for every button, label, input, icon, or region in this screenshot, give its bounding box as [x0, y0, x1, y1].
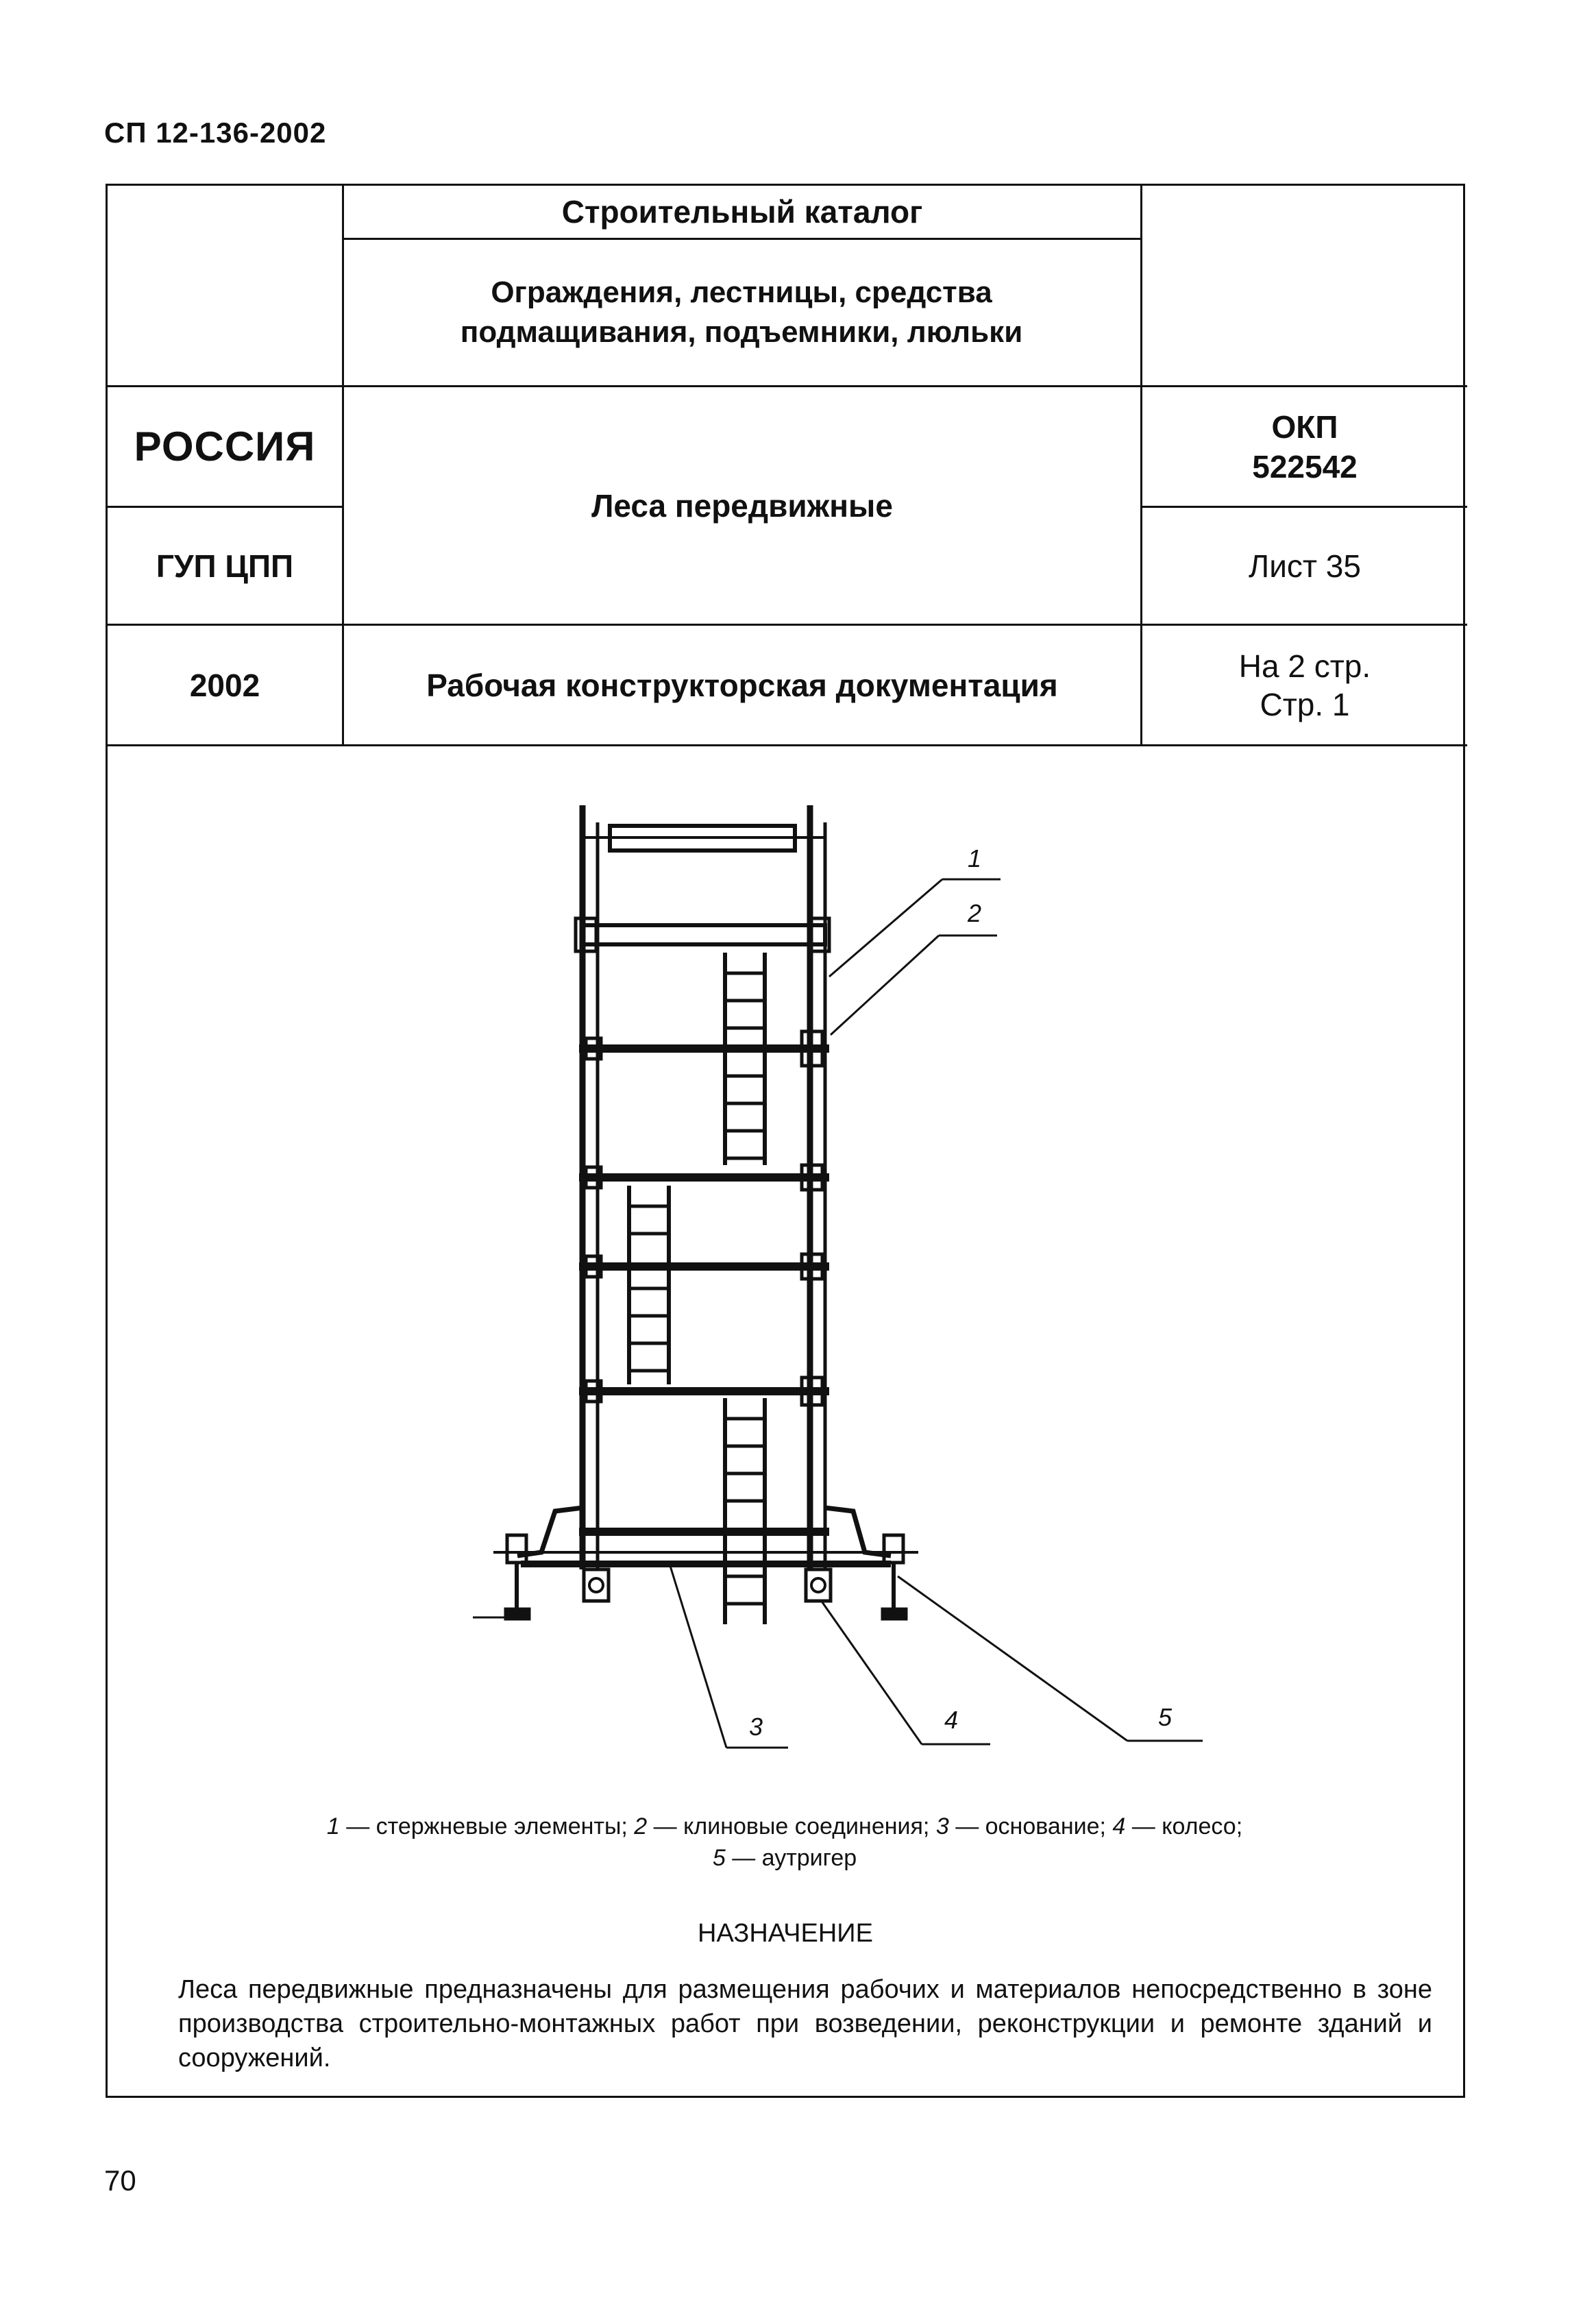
page-current: Стр. 1	[1260, 686, 1350, 722]
page-number: 70	[104, 2164, 136, 2197]
callout-3: 3	[749, 1713, 763, 1741]
purpose-heading: НАЗНАЧЕНИЕ	[698, 1919, 873, 1948]
callout-2: 2	[968, 899, 982, 927]
caption-line-1: 1 — стержневые элементы; 2 — клиновые соединения; 3 — основание; 4 — колесо;	[326, 1813, 1243, 1839]
okp-code: 522542	[1252, 448, 1358, 485]
callout-4: 4	[944, 1706, 959, 1734]
document-code: СП 12-136-2002	[104, 117, 327, 149]
caption-line-2: 5 — аутригер	[712, 1845, 857, 1871]
country-label: РОССИЯ	[134, 424, 316, 469]
callout-5: 5	[1158, 1703, 1173, 1731]
organization-label: ГУП ЦПП	[156, 548, 294, 584]
purpose-text: Леса передвижные предназначены для размещения рабочих и материалов непосредственно в зоне производства строительно-монтажных работ при возведении, реконструкции и ремонте зданий и сооружений.	[178, 1975, 1432, 2072]
document-type: Рабочая конструкторская документация	[426, 667, 1058, 703]
okp-label: ОКП	[1271, 408, 1338, 445]
sheet-number: Лист 35	[1249, 548, 1361, 584]
section-title: Ограждения, лестницы, средства подмащивания, подъемники, люльки	[460, 276, 1023, 349]
pages-total: На 2 стр.	[1238, 648, 1371, 684]
product-name: Леса передвижные	[591, 487, 893, 524]
catalog-title: Строительный каталог	[561, 194, 923, 230]
figure-caption	[137, 1811, 1432, 1874]
callout-1: 1	[968, 844, 982, 872]
year-label: 2002	[189, 667, 260, 703]
